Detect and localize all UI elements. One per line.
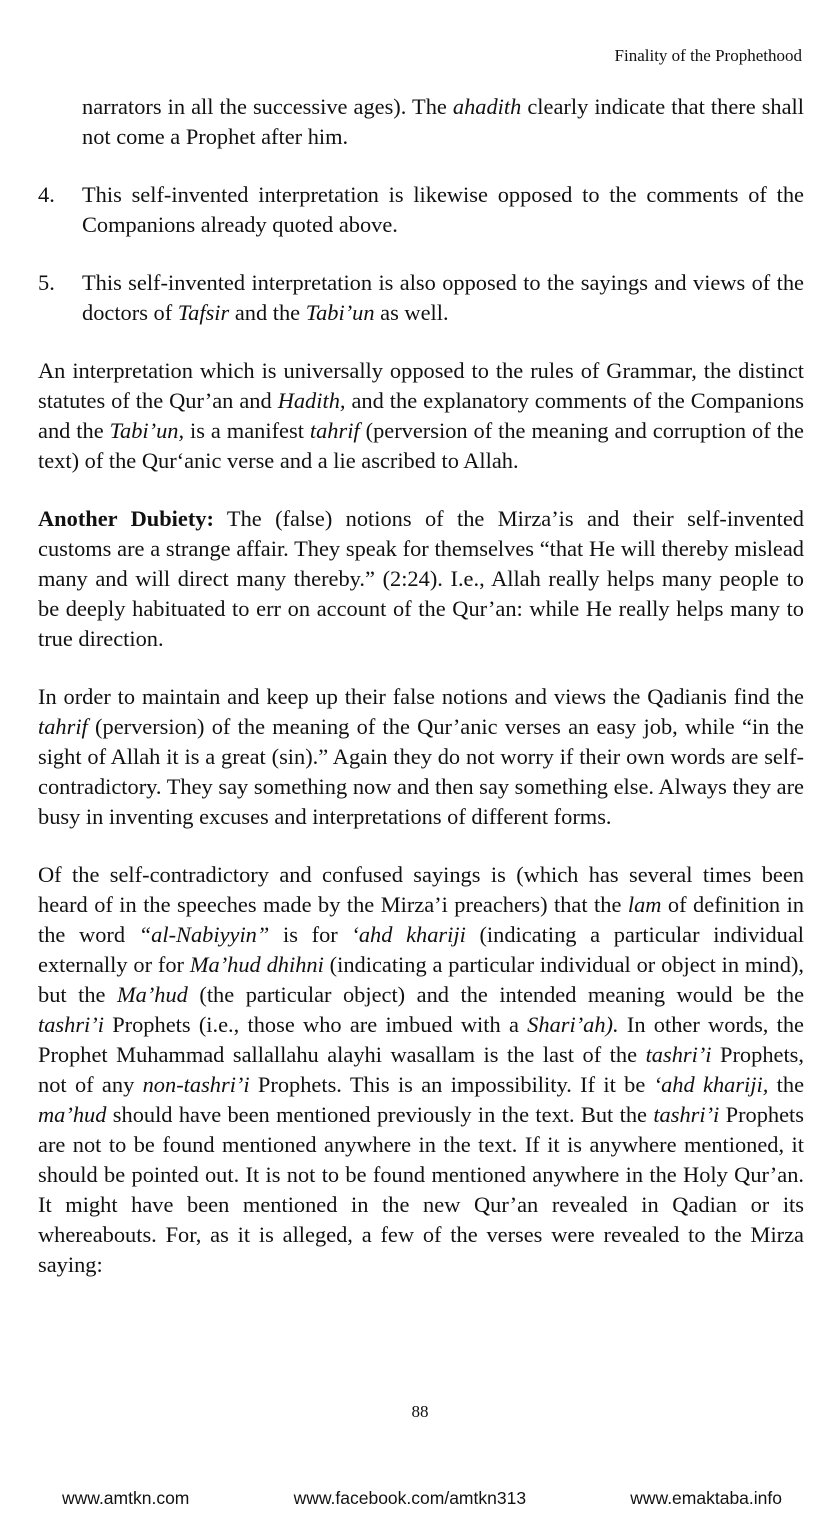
text-run: In other words, the Prophet Muhammad sallallahu alayhi wasallam is the last of the — [38, 1012, 804, 1067]
italic-term: Tabi’un, — [109, 418, 185, 443]
text-run: of definition in the word — [38, 892, 805, 947]
italic-term: Hadith, — [277, 388, 346, 413]
item-number: 4. — [38, 182, 55, 207]
text-run: is for — [269, 922, 352, 947]
numbered-item-5 — [38, 268, 804, 328]
footer-link-facebook[interactable]: www.facebook.com/amtkn313 — [293, 1488, 527, 1508]
text-run: as well. — [374, 300, 449, 325]
italic-term: Ma’hud — [116, 982, 188, 1007]
page-number: 88 — [411, 1402, 429, 1421]
italic-term: tahrif — [38, 714, 88, 739]
italic-term: lam — [627, 892, 662, 917]
text-run: An interpretation which is universally opposed to the rules of Grammar, the distinct statutes of the Qur’an and — [38, 358, 804, 413]
text-run: The (false) notions of the Mirza’is and their self-invented customs are a strange affair. They speak for themselves “that He will thereby mislead many and will direct many thereby.” (2:24). I.e., Allah really helps many people to be deeply habituated to err on account of the Qur’an: while He really helps many to true direction. — [38, 506, 804, 651]
text-run: (indicating a particular individual or object in mind), but the — [38, 952, 804, 1007]
text-run: (the particular object) and the intended meaning would be the — [187, 982, 805, 1007]
italic-term: ma’hud — [38, 1102, 107, 1127]
text-run: Prophets, not of any — [38, 1042, 804, 1097]
text-run: Prophets. This is an impossibility. If it be — [249, 1072, 654, 1097]
italic-term: Ma’hud dhihni — [189, 952, 324, 977]
text-run: and the explanatory comments of the Companions and the — [38, 388, 805, 443]
numbered-item-4 — [38, 180, 804, 240]
paragraph — [38, 860, 804, 1280]
text-run: should have been mentioned previously in the text. But the — [106, 1102, 654, 1127]
italic-term: tashri’i — [38, 1012, 104, 1037]
italic-term: ‘ahd khariji, — [653, 1072, 769, 1097]
italic-term: non-tashri’i — [142, 1072, 250, 1097]
paragraph — [38, 356, 804, 476]
italic-term: tahrif — [309, 418, 360, 443]
text-run: Of the self-contradictory and confused sayings is (which has several times been heard of in the speeches made by the Mirza’i preachers) that the — [38, 862, 804, 917]
text-run: Prophets (i.e., those who are imbued with a — [103, 1012, 528, 1037]
text-run: narrators in all the successive ages). The — [82, 94, 453, 119]
italic-term: Tabi’un — [305, 300, 375, 325]
text-run: clearly indicate that there shall not come a Prophet after him. — [82, 94, 804, 149]
text-run: (indicating a particular individual externally or for — [38, 922, 804, 977]
footer-links — [62, 1488, 782, 1509]
italic-term: tashri’i — [645, 1042, 712, 1067]
footer-link-emaktaba[interactable]: www.emaktaba.info — [630, 1488, 782, 1508]
text-run: (perversion) of the meaning of the Qur’anic verses an easy job, while “in the sight of Allah it is a great (sin).” Again they do not worry if their own words are self-contradictory. They say something now and then say something else. Always they are busy in inventing excuses and interpretations of different forms. — [38, 714, 804, 829]
running-header: Finality of the Prophethood — [614, 46, 802, 65]
item-text — [82, 268, 804, 328]
body-text — [38, 92, 804, 1308]
text-run: Prophets are not to be found mentioned anywhere in the text. If it is anywhere mentioned, it should be pointed out. It is not to be found mentioned anywhere in the Holy Qur’an. It might have been mentioned in the new Qur’an revealed in Qadian or its whereabouts. For, as it is alleged, a few of the verses were revealed to the Mirza saying: — [38, 1102, 804, 1277]
text-run: the — [768, 1072, 805, 1097]
italic-term: tashri’i — [653, 1102, 720, 1127]
italic-term: Tafsir — [177, 300, 230, 325]
paragraph-continuation — [38, 92, 804, 152]
italic-term: Shari’ah). — [527, 1012, 619, 1037]
item-number: 5. — [38, 270, 55, 295]
item-text: This self-invented interpretation is likewise opposed to the comments of the Companions already quoted above. — [82, 182, 804, 237]
footer-link-amtkn[interactable]: www.amtkn.com — [62, 1488, 190, 1508]
text-run: (perversion of the meaning and corruption of the text) of the Qur‘anic verse and a lie ascribed to Allah. — [38, 418, 804, 473]
paragraph — [38, 504, 804, 654]
text-run: In order to maintain and keep up their false notions and views the Qadianis find the — [38, 684, 804, 709]
paragraph — [38, 682, 804, 832]
text-run: This self-invented interpretation is also opposed to the sayings and views of the doctors of — [82, 270, 804, 325]
italic-term: ahadith — [452, 94, 522, 119]
text-run: is a manifest — [184, 418, 310, 443]
italic-term: ‘ahd khariji — [351, 922, 466, 947]
italic-term: “al-Nabiyyin” — [138, 922, 270, 947]
text-run: and the — [229, 300, 306, 325]
bold-lead: Another Dubiety: — [38, 506, 214, 531]
